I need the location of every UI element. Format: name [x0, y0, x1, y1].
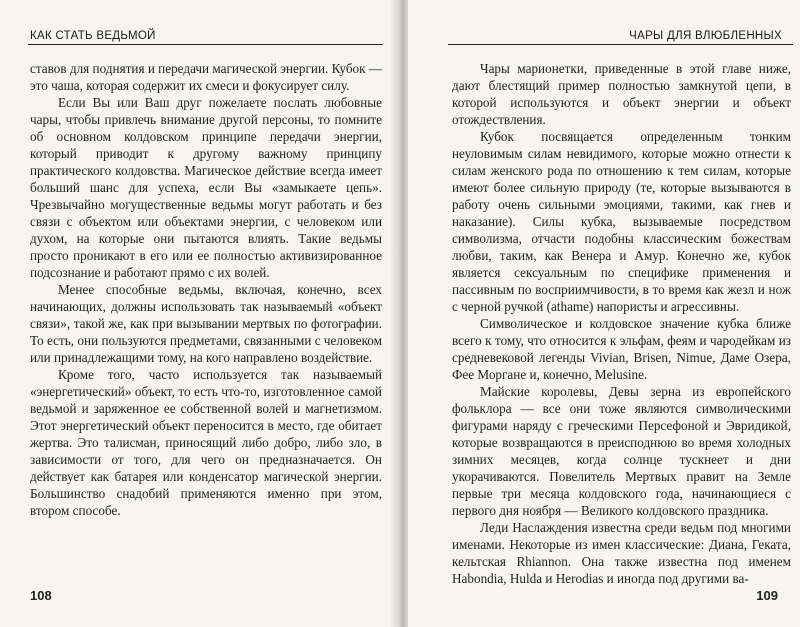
left-page-body [30, 60, 382, 519]
paragraph: ставов для поднятия и передачи магической энергии. Кубок — это чаша, которая содержит их смеси и фокусирует силу. [30, 61, 383, 93]
paragraph: Менее способные ведьмы, включая, конечно, всех начинающих, должны использовать так называемый «объект связи», такой же, как при вызывании мертвых по фотографии. То есть, они пользуются предметами, связанными с человеком или принадлежащими тому, на кого направлено воздействие. [30, 282, 382, 365]
right-page [408, 0, 800, 627]
page-number-right: 109 [756, 588, 778, 603]
header-rule-right [448, 44, 793, 45]
right-page-body [452, 60, 791, 587]
running-header-right: ЧАРЫ ДЛЯ ВЛЮБЛЕННЫХ [629, 30, 782, 42]
paragraph: Символическое и колдовское значение кубка ближе всего к тому, что относится к эльфам, феям и чародейкам из средневековой легенды Vivian, Brisen, Nimue, Даме Озера, Фее Моргане и, конечно, Melusine. [452, 316, 791, 382]
paragraph: Майские королевы, Девы зерна из европейского фольклора — все они тоже являются символическими фигурами наряду с греческими Персефоной и Эвридикой, которые возвращаются в преисподнюю во время холодных зимних месяцев, когда солнце тускнеет и дни укорачиваются. Повелитель Мертвых правит на Земле первые три месяца колдовского года, начинающиеся с первого дня ноября — Великого колдовского праздника. [452, 384, 791, 518]
header-rule-left [28, 44, 383, 45]
paragraph: Кубок посвящается определенным тонким неуловимым силам невидимого, которые можно отнести к силам женского рода по отношению к тем силам, которые имеют более сильную природу (те, которые вызываются в работу очень сильными эмоциями, такими, как гнев и наказание). Силы кубка, вызываемые посредством символизма, отчасти подобны классическим божествам любви, таким, как Венера и Амур. Конечно же, кубок является сексуальным по специфике применения и пассивным по восприимчивости, в то время как жезл и нож с черной ручкой (athame) напористы и агрессивны. [452, 129, 791, 314]
paragraph: Леди Наслаждения известна среди ведьм под многими именами. Некоторые из имен классические: Диана, Геката, кельтская Rhiannon. Она также известна под именем Habondia, Hulda и Herodias и иногда под другими ва- [452, 520, 791, 586]
page-number-left: 108 [30, 588, 52, 603]
paragraph: Кроме того, часто используется так называемый «энергетический» объект, то есть что-то, изготовленное самой ведьмой и заряженное ее собственной волей и магнетизмом. Этот энергетический объект переносится в место, где обитает жертва. Это талисман, приносящий либо добро, либо зло, в зависимости от того, для чего он предназначается. Он действует как батарея или конденсатор магической энергии. Большинство снадобий применяются именно при этом, втором способе. [30, 367, 382, 518]
paragraph: Чары марионетки, приведенные в этой главе ниже, дают блестящий пример полностью замкнутой цепи, в которой используются и объект энергии и объект отождествления. [452, 61, 791, 127]
paragraph: Если Вы или Ваш друг пожелаете послать любовные чары, чтобы привлечь внимание другой персоны, то помните об основном колдовском принципе передачи энергии, который приводит к другому важному принципу практического колдовства. Магическое действие всегда имеет больший шанс для успеха, если Вы «замыкаете цепь». Чрезвычайно могущественные ведьмы могут работать и без связи с объектом или объектами энергии, с человеком или духом, на которые они пытаются влиять. Такие ведьмы просто проникают в его или ее полностью активизированное подсознание и работают прямо с их волей. [30, 95, 382, 280]
running-header-left: КАК СТАТЬ ВЕДЬМОЙ [30, 30, 156, 42]
